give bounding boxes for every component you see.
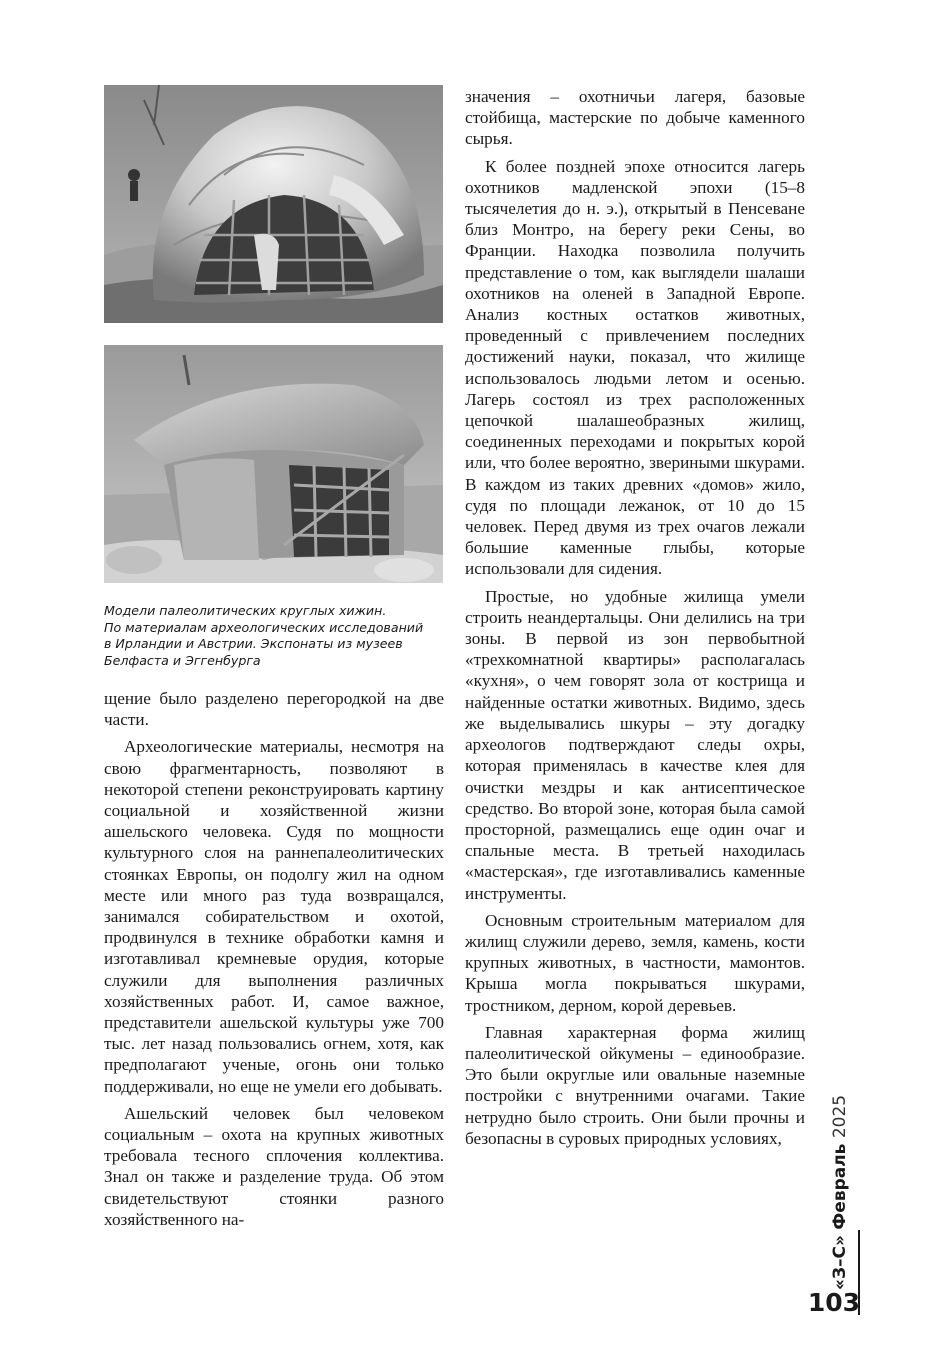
- hut-model-photo-dome: [104, 85, 443, 323]
- paragraph: Главная характерная форма жилищ палеолитической ойкумены – единообразие. Это были округлые или овальные наземные постройки с внутренними очагами. Такие нетрудно было строить. Они были прочны и безопасны в суровых природных условиях,: [465, 1022, 805, 1148]
- paragraph: Ашельский человек был человеком социальным – охота на крупных животных требовала тесного сплочения коллектива. Знал он также и разделение труда. Об этом свидетельствуют стоянки разного хозяйственного на-: [104, 1103, 444, 1229]
- text-column-right: [465, 86, 805, 1149]
- paragraph: щение было разделено перегородкой на две части.: [104, 689, 444, 730]
- magazine-name: «З–С»: [830, 1234, 850, 1290]
- text-column-left: [104, 688, 444, 1230]
- issue-month: Февраль: [830, 1143, 850, 1230]
- paragraph: К более поздней эпохе относится лагерь охотников мадленской эпохи (15–8 тысячелетия до н. э.), открытый в Пенсеване близ Монтро, на берегу реки Сены, во Франции. Находка позволила получить представление о том, как выглядели шалаши охотников на оленей в Западной Европе. Анализ костных остатков животных, проведенный с привлечением последних достижений науки, показал, что жилище использовалось людьми летом и осенью. Лагерь состоял из трех расположенных цепочкой шалашеобразных жилищ, соединенных переходами и покрытых корой или, что более вероятно, звериными шкурами. В каждом из таких древних «домов» жило, судя по площади лежанок, от 10 до 15 человек. Перед двумя из трех очагов лежали большие каменные глыбы, которые использовали для сидения.: [465, 156, 805, 579]
- caption-line: в Ирландии и Австрии. Экспонаты из музеев: [104, 636, 403, 651]
- issue-year: 2025: [830, 1094, 850, 1139]
- hut-model-photo-covered: [104, 345, 443, 583]
- page-number: 103: [807, 1288, 860, 1317]
- paragraph: Простые, но удобные жилища умели строить неандертальцы. Они делились на три зоны. В первой из зон первобытной «трехкомнатной квартиры» располагалась «кухня», о чем говорят зола от кострища и найденные остатки животных. Видимо, здесь же выделывались шкуры – эту догадку археологов подтверждают следы охры, которая применялась в качестве клея для очистки мездры и как антисептическое средство. Во второй зоне, которая была самой просторной, размещались еще один очаг и спальные места. В третьей находилась «мастерская», где изготавливались каменные инструменты.: [465, 586, 805, 903]
- figure-caption: [104, 603, 449, 669]
- paragraph: значения – охотничьи лагеря, базовые стойбища, мастерские по добыче каменного сырья.: [465, 87, 805, 149]
- dome-hut-illustration: [104, 85, 443, 323]
- caption-line: Белфаста и Эггенбурга: [104, 652, 261, 668]
- running-footer-text: [826, 1095, 854, 1290]
- paragraph: Археологические материалы, несмотря на свою фрагментарность, позволяют в некоторой степени реконструировать картину социальной и хозяйственной жизни ашельского человека. Судя по мощности культурного слоя на раннепалеолитических стоянках Европы, он подолгу жил на одном месте или много раз туда возвращался, занимался собирательством и охотой, продвинулся в технике обработки камня и изготавливал кремневые орудия, которые служили для выполнения различных хозяйственных работ. И, самое важное, представители ашельской культуры уже 700 тыс. лет назад пользовались огнем, хотя, как предполагают ученые, огонь они только поддерживали, но еще не умели его добывать.: [104, 737, 444, 1096]
- caption-line: По материалам археологических исследований: [104, 619, 424, 635]
- paragraph: Основным строительным материалом для жилищ служили дерево, земля, камень, кости крупных животных, в частности, мамонтов. Крыша могла покрываться шкурами, тростником, дерном, корой деревьев.: [465, 910, 805, 1015]
- running-footer: [826, 1050, 854, 1290]
- caption-line: Модели палеолитических круглых хижин.: [104, 603, 387, 618]
- covered-hut-illustration: [104, 345, 443, 583]
